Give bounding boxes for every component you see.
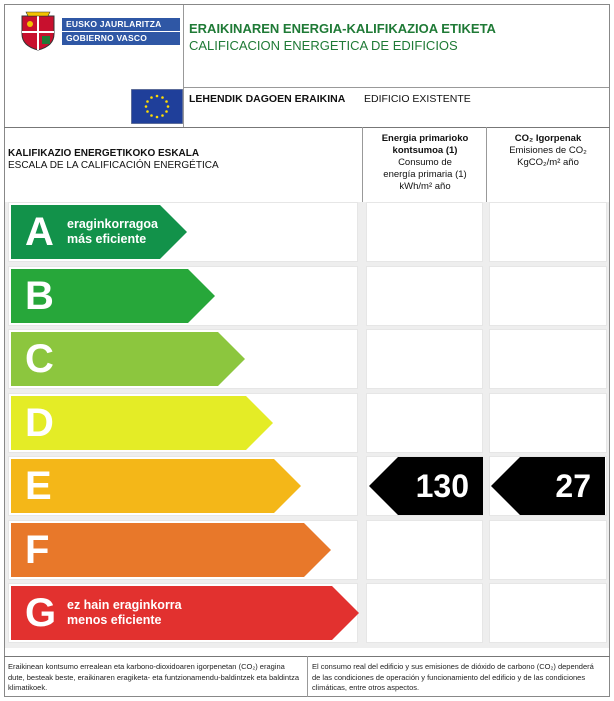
class-letter: D [25,401,54,445]
energy-header-line2: kontsumoa (1) [392,145,458,156]
building-type-eu: LEHENDIK DAGOEN ERAIKINA [189,93,346,105]
footer-note-eu: Eraikinean kontsumo errealean eta karbono-dioxidoaren igorpenetan (CO₂) eragina dute, besteak beste, eraikinaren eragiketa- eta funtzionamendu-baldintzek eta baldintza klimatikoek. [8,662,300,692]
class-arrow-e [11,459,301,513]
energy-cell-a [366,202,483,262]
class-bar-g [11,586,359,640]
co2-cell-b [489,266,607,326]
col-divider-2 [486,127,487,203]
energy-header-line3: Consumo de [398,157,452,168]
class-bar-e [11,459,301,513]
co2-cell-g [489,583,607,643]
class-arrow-g [11,586,359,640]
class-letter: E [25,464,52,508]
scale-label-eu: KALIFIKAZIO ENERGETIKOKO ESKALA [8,148,200,159]
energy-rating-value: 130 [415,468,469,504]
energy-header-line4: energía primaria (1) [383,169,467,180]
class-description [67,217,158,247]
class-description-eu: ez hain eraginkorra [67,598,182,612]
class-bar-f [11,523,331,577]
co2-cell-c [489,329,607,389]
label-title-eu: ERAIKINAREN ENERGIA-KALIFIKAZIOA ETIKETA [189,21,496,36]
co2-rating-value: 27 [555,468,591,504]
energy-cell-g [366,583,483,643]
class-bar-d [11,396,273,450]
class-letter: G [25,591,57,635]
class-bar-a [11,205,187,259]
energy-rating-badge [369,457,483,515]
class-description-eu: eraginkorragoa [67,217,159,231]
header-divider [183,5,184,127]
class-description-es: menos eficiente [67,613,162,627]
co2-header-unit: KgCO₂/m² año [517,157,579,168]
co2-cell-f [489,520,607,580]
energy-header-line1: Energia primarioko [381,133,469,144]
co2-header-line2: Emisiones de CO₂ [509,145,587,156]
label-title-es: CALIFICACION ENERGETICA DE EDIFICIOS [189,38,458,53]
basque-government-logo [16,10,176,52]
co2-column-header [488,133,608,169]
scale-label-es: ESCALA DE LA CALIFICACIÓN ENERGÉTICA [8,160,219,171]
class-letter: A [25,210,54,254]
footer-note-es: El consumo real del edificio y sus emisiones de dióxido de carbono (CO₂) dependerá de las condiciones de operación y funcionamiento del edificio y de las condiciones climáticas, entre otros aspectos. [312,662,594,692]
energy-cell-b [366,266,483,326]
class-description-es: más eficiente [67,232,147,246]
co2-header-line1: CO₂ Igorpenak [514,133,582,144]
co2-cell-d [489,393,607,453]
co2-rating-badge [491,457,605,515]
scale-label [8,148,219,172]
energy-column-header [364,133,486,193]
class-description [67,598,182,628]
logo-text-es: GOBIERNO VASCO [62,32,180,45]
header-bottom-rule [4,127,610,128]
class-arrow-f [11,523,331,577]
energy-cell-c [366,329,483,389]
coat-of-arms-icon [18,10,58,52]
class-letter: C [25,337,54,381]
class-letter: B [25,274,54,318]
footer-divider [307,656,308,697]
eu-flag-icon [131,89,183,124]
energy-header-unit: kWh/m² año [399,181,451,192]
col-divider-1 [362,127,363,203]
building-type-es: EDIFICIO EXISTENTE [364,93,471,105]
class-bar-c [11,332,245,386]
logo-text-eu: EUSKO JAURLARITZA [62,18,180,31]
co2-cell-a [489,202,607,262]
energy-cell-f [366,520,483,580]
energy-cell-d [366,393,483,453]
class-letter: F [25,528,50,572]
class-bar-b [11,269,215,323]
header-inner-rule [183,87,609,88]
